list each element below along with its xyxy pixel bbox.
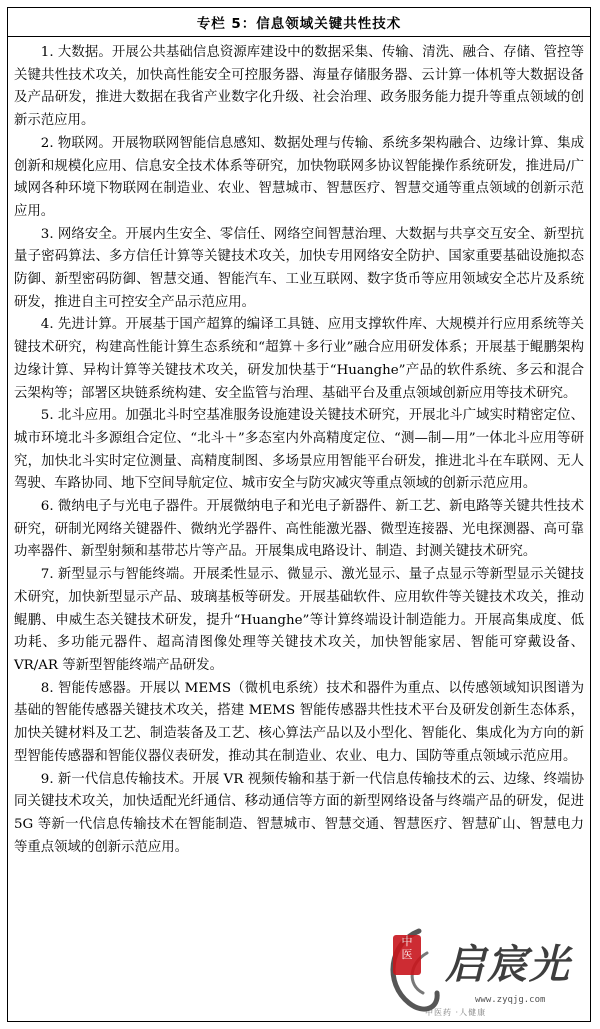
paragraph-advanced-computing: 4. 先进计算。开展基于国产超算的编译工具链、应用支撑软件库、大规模并行应用系统等关键技术研究，构建高性能计算生态系统和“超算＋多行业”融合应用研发体系；开展基于鲲鹏架构边缘计算、异构计算等关键技术攻关，研发加快基于“Huanghe”产品的软件系统、多云和混合云架构等；部署区块链系统构建、安全监管与治理、基础平台及重点领域创新应用等技术研究。 [14, 317, 584, 401]
paragraph-beidou: 5. 北斗应用。加强北斗时空基准服务设施建设关键技术研究，开展北斗广域实时精密定位、城市环境北斗多源组合定位、“北斗＋”多态室内外高精度定位、“测—制—用”一体北斗应用等研究，加快北斗实时定位测量、高精度制图、多场景应用智能平台研发，推进北斗在车联网、无人驾驶、车路协同、地下空间导航定位、城市安全与防灾减灾等重点领域的创新示范应用。 [14, 408, 584, 492]
seal-char-2: 医 [401, 948, 413, 961]
column-content [8, 37, 590, 859]
column-title: 专栏 5：信息领域关键共性技术 [8, 8, 590, 37]
paragraph-info-transmission: 9. 新一代信息传输技术。开展 VR 视频传输和基于新一代信息传输技术的云、边缘、终端协同关键技术攻关，加快适配光纤通信、移动通信等方面的新型网络设备与终端产品的研发，促进 5G 等新一代信息传输技术在智能制造、智慧城市、智慧交通、智慧医疗、智慧矿山、智慧电力等重点领域的创新示范应用。 [14, 771, 584, 855]
paragraph-big-data: 1. 大数据。开展公共基础信息资源库建设中的数据采集、传输、清洗、融合、存储、管控等关键共性技术攻关，加快高性能安全可控服务器、海量存储服务器、云计算一体机等大数据设备及产品研发，推进大数据在我省产业数字化升级、社会治理、政务服务能力提升等重点领域的创新示范应用。 [14, 45, 584, 129]
paragraph-network-security: 3. 网络安全。开展内生安全、零信任、网络空间智慧治理、大数据与共享交互安全、新型抗量子密码算法、多方信任计算等关键技术攻关，加快专用网络安全防护、国家重要基础设施拟态防御、新型密码防御、智慧交通、智能汽车、工业互联网、数字货币等应用领域安全芯片及系统研发，推进自主可控安全产品示范应用。 [14, 226, 584, 310]
seal-char-1: 中 [401, 935, 413, 948]
watermark-tagline: 中医药 ·人健康 [425, 1008, 487, 1017]
column-box [7, 7, 591, 1022]
paragraph-iot: 2. 物联网。开展物联网智能信息感知、数据处理与传输、系统多架构融合、边缘计算、集成创新和规模化应用、信息安全技术体系等研究，加快物联网多协议智能操作系统研发，推进局/广域网各种环境下物联网在制造业、农业、智慧城市、智慧医疗、智慧交通等重点领域的创新示范应用。 [14, 135, 584, 219]
paragraph-micro-nano-electronics: 6. 微纳电子与光电子器件。开展微纳电子和光电子新器件、新工艺、新电路等关键共性技术研究，研制光网络关键器件、微纳光学器件、高性能激光器、微型连接器、光电探测器、高可靠功率器件、新型射频和基带芯片等产品。开展集成电路设计、制造、封测关键技术研究。 [14, 499, 584, 560]
paragraph-display-terminals: 7. 新型显示与智能终端。开展柔性显示、微显示、激光显示、量子点显示等新型显示关键技术研究，加快新型显示产品、玻璃基板等研发。开展基础软件、应用软件等关键技术攻关，推动鲲鹏、申威生态关键技术研发，提升“Huanghe”等计算终端设计制造能力。开展高集成度、低功耗、多功能元器件、超高清图像处理等关键技术攻关，加快智能家居、智能可穿戴设备、VR/AR 等新型智能终端产品研发。 [14, 567, 584, 673]
watermark-url: www.zyqjg.com [475, 995, 546, 1005]
watermark-name: 启宸光 [445, 941, 571, 988]
paragraph-smart-sensors: 8. 智能传感器。开展以 MEMS（微机电系统）技术和器件为重点、以传感领域知识图谱为基础的智能传感器关键技术攻关，搭建 MEMS 智能传感器共性技术平台及研发创新生态体系，加快关键材料及工艺、制造装备及工艺、核心算法产品以及小型化、智能化、集成化为方向的新型智能传感器和智能仪器仪表研发，推动其在制造业、农业、电力、国防等重点领域示范应用。 [14, 680, 584, 764]
